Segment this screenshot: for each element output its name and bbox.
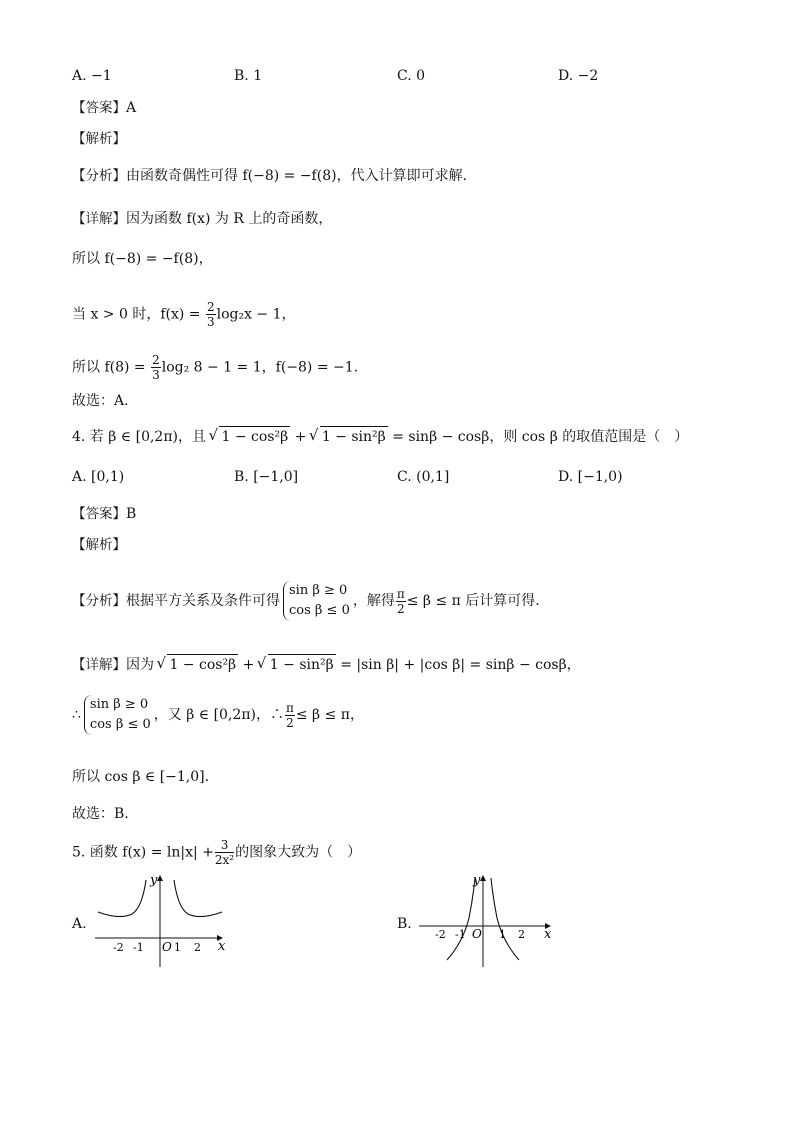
q3-line-so2: 所以 f(8) = $\frac{2}{3}$ log₂ 8 − 1 = 1，f(−8) = −1. [72, 353, 359, 382]
sqrt-expression: √ 1 − sin²β [320, 426, 388, 447]
q5-option-a-label: A. [72, 916, 87, 932]
tick-label: -1 [455, 928, 466, 941]
fraction: $\frac{\pi}{2}$ [396, 586, 405, 616]
q5-graph-b [415, 870, 565, 970]
tick-label: 2 [518, 928, 525, 941]
tick-label: 1 [174, 941, 181, 954]
q5-option-b-label: B. [397, 916, 412, 932]
tick-label: -2 [435, 928, 446, 941]
sqrt-expression: √ 1 − cos²β [167, 654, 238, 675]
q4-xiangjie: 【详解】因为 √ 1 − cos²β + √ 1 − sin²β = |sin β| + |cos β| = sinβ − cosβ， [72, 654, 581, 675]
q5-stem: 5. 函数 f(x) = ln|x| + $\frac{3}{\text{2x²}}$ 的图象大致为（ ） [72, 838, 362, 867]
q4-fenxi: 【分析】根据平方关系及条件可得 sin β ≥ 0 cos β ≤ 0 ，解得 $\frac{\pi}{2}$ ≤ β ≤ π 后计算可得. [72, 580, 540, 622]
q3-analysis-heading: 【解析】 [72, 131, 126, 147]
q4-conclusion: 故选：B. [72, 806, 129, 822]
x-label: x [218, 939, 226, 954]
q4-therefore: ∴ sin β ≥ 0 cos β ≤ 0 ，又 β ∈ [0,2π)，∴ $\frac{\pi}{2}$ ≤ β ≤ π， [72, 694, 364, 736]
sqrt-expression: √ 1 − sin²β [268, 654, 336, 675]
x-label: x [544, 927, 552, 942]
origin-label: O [472, 927, 482, 941]
q3-option-c: C. 0 [397, 68, 426, 84]
q4-so-line: 所以 cos β ∈ [−1,0]. [72, 769, 210, 785]
q3-line-so: 所以 f(−8) = −f(8)， [72, 251, 213, 267]
origin-label: O [162, 940, 172, 954]
q3-option-b: B. 1 [234, 68, 263, 84]
y-label: y [150, 873, 158, 888]
curve-left [447, 878, 475, 960]
q4-option-c: C. (0,1] [397, 469, 450, 485]
q5-graph-a [90, 870, 240, 970]
tick-label: -1 [133, 941, 144, 954]
fraction: $\frac{2}{3}$ [206, 300, 215, 329]
q3-line-when: 当 x > 0 时，f(x) = $\frac{2}{3}$ log₂x − 1， [72, 300, 296, 329]
q3-option-a: A. −1 [72, 68, 112, 84]
q4-option-a: A. [0,1) [72, 469, 125, 485]
fraction: $\frac{\pi}{2}$ [285, 700, 294, 730]
q3-conclusion: 故选：A. [72, 393, 129, 409]
q3-answer: 【答案】A [72, 100, 137, 116]
q4-stem: 4. 若 β ∈ [0,2π)，且 √ 1 − cos²β + √ 1 − sin²β = sinβ − cosβ，则 cos β 的取值范围是（ ） [72, 426, 688, 447]
q3-option-d: D. −2 [558, 68, 599, 84]
q4-option-d: D. [−1,0) [558, 469, 623, 485]
q4-answer: 【答案】B [72, 506, 137, 522]
tick-label: -2 [113, 941, 124, 954]
curve-right [491, 878, 519, 960]
fraction: $\frac{3}{\text{2x²}}$ [214, 838, 235, 867]
q4-analysis-heading: 【解析】 [72, 537, 126, 553]
inequality-system: sin β ≥ 0 cos β ≤ 0 [283, 581, 350, 621]
curve-left [98, 880, 146, 917]
q3-xiangjie: 【详解】因为函数 f(x) 为 R 上的奇函数， [72, 211, 333, 227]
tick-label: 2 [194, 941, 201, 954]
y-label: y [473, 873, 481, 888]
q4-option-b: B. [−1,0] [234, 469, 299, 485]
inequality-system: sin β ≥ 0 cos β ≤ 0 [84, 695, 151, 735]
sqrt-expression: √ 1 − cos²β [219, 426, 290, 447]
q3-fenxi: 【分析】由函数奇偶性可得 f(−8) = −f(8)，代入计算即可求解. [72, 168, 468, 184]
tick-label: 1 [499, 928, 506, 941]
curve-right [174, 880, 222, 917]
fraction: $\frac{2}{3}$ [152, 353, 160, 382]
